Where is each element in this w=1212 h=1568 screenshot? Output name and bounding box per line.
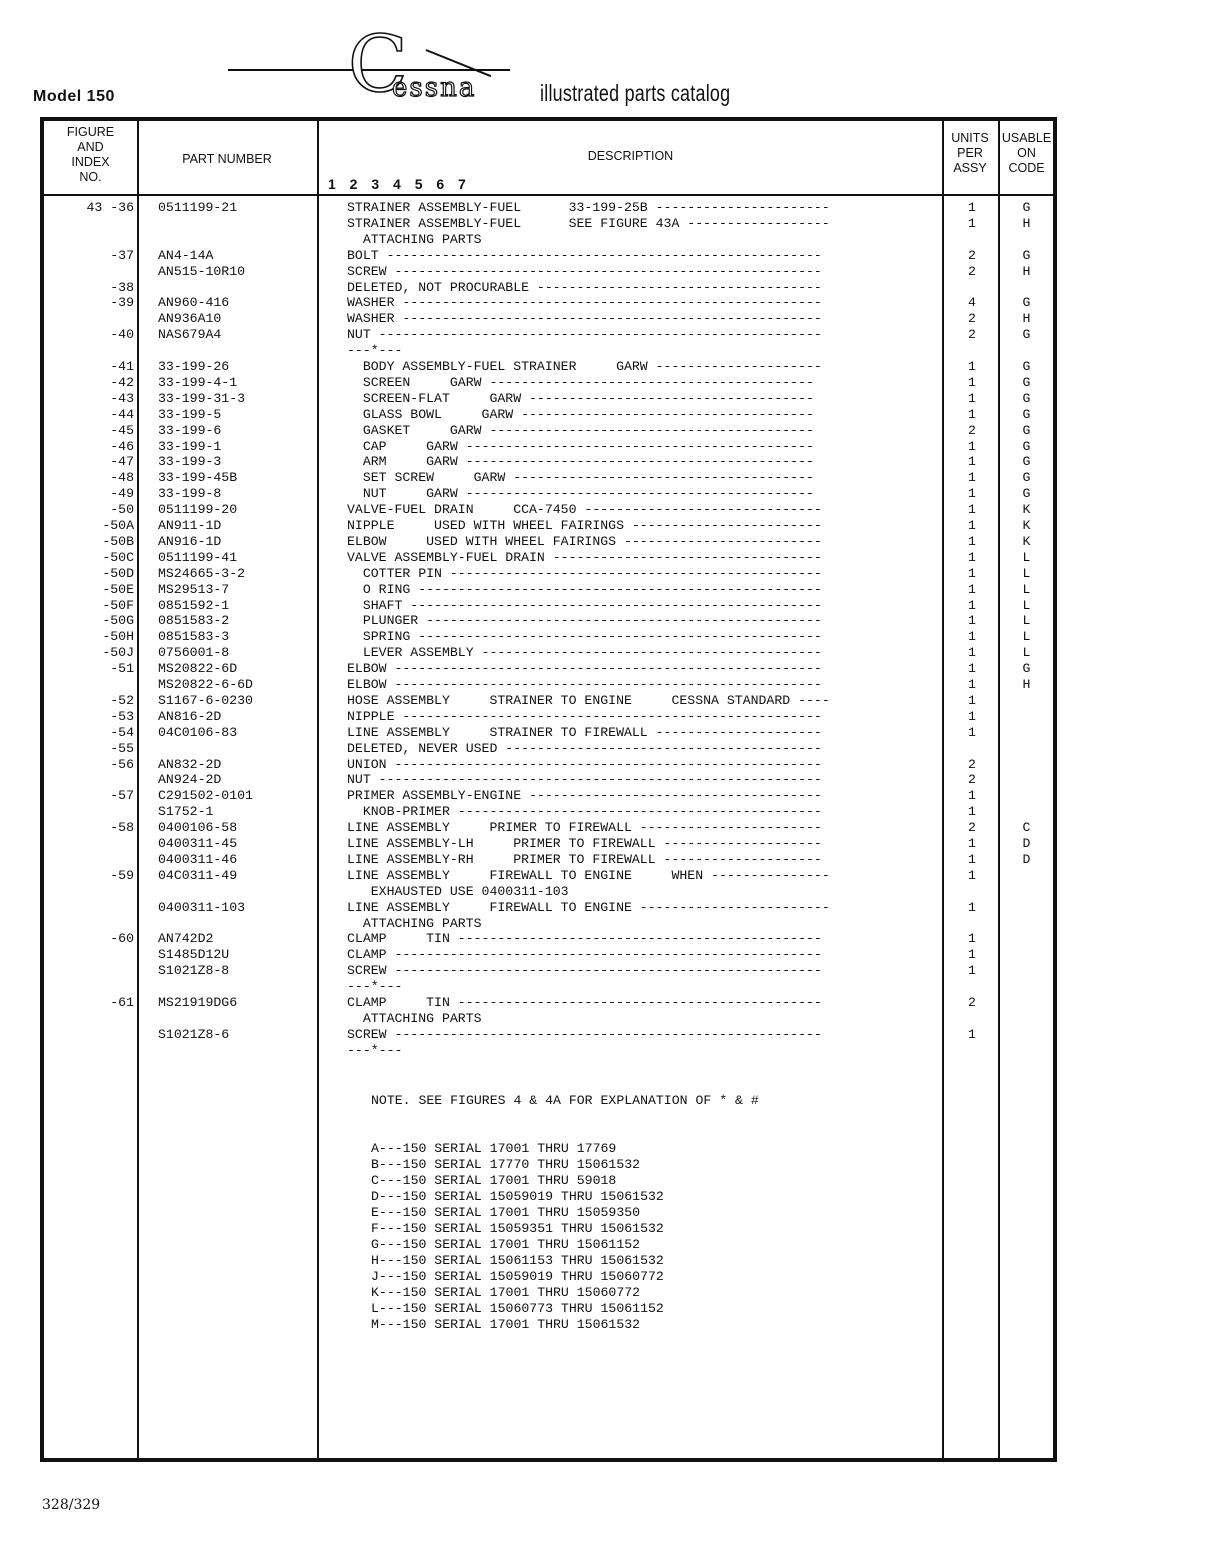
table-row — [44, 1011, 1053, 1027]
table-row — [44, 757, 1053, 773]
description-cell: UNION ------------------------------------------------------ — [347, 756, 822, 772]
units-cell: 4 — [968, 295, 976, 311]
part-number-cell: AN816-2D — [158, 708, 222, 724]
description-cell: EXHAUSTED USE 0400311-103 — [347, 883, 569, 899]
description-cell: WASHER ----------------------------------------------------- — [347, 311, 822, 327]
table-row — [44, 502, 1053, 518]
part-number-cell: 0851583-2 — [158, 613, 230, 629]
part-number-cell: 33-199-1 — [158, 438, 222, 454]
table-row — [44, 931, 1053, 947]
table-row — [44, 327, 1053, 343]
description-cell: HOSE ASSEMBLY STRAINER TO ENGINE CESSNA STANDARD ---- — [347, 692, 830, 708]
table-row — [44, 613, 1053, 629]
part-number-cell: AN4-14A — [158, 247, 214, 263]
usable-code-cell: D — [1022, 851, 1031, 867]
usable-code-cell: G — [1022, 422, 1031, 438]
table-row — [44, 375, 1053, 391]
header-figure-index: FIGURE AND INDEX NO. — [66, 125, 115, 184]
units-cell: 1 — [968, 486, 976, 502]
description-cell: SET SCREW GARW -------------------------------------- — [347, 470, 814, 486]
units-cell: 1 — [968, 931, 976, 947]
usable-code-cell: H — [1022, 263, 1031, 279]
figure-index-cell: -47 — [110, 454, 134, 470]
table-row — [44, 820, 1053, 836]
serial-code-line: D---150 SERIAL 15059019 THRU 15061532 — [371, 1189, 664, 1204]
description-cell: CAP GARW -------------------------------------------- — [347, 438, 814, 454]
table-row — [44, 963, 1053, 979]
catalog-title: illustrated parts catalog — [540, 80, 731, 106]
table-row — [44, 423, 1053, 439]
units-cell: 1 — [968, 692, 976, 708]
usable-code-cell: G — [1022, 406, 1031, 422]
part-number-cell: 0511199-41 — [158, 549, 238, 565]
part-number-cell: S1021Z8-8 — [158, 963, 230, 979]
units-cell: 1 — [968, 359, 976, 374]
figure-index-cell: -43 — [110, 390, 134, 406]
figure-index-cell: -50F — [102, 597, 134, 613]
table-row — [44, 868, 1053, 884]
units-cell: 2 — [968, 311, 976, 327]
figure-index-cell: -50J — [102, 645, 134, 661]
units-cell: 1 — [968, 613, 976, 629]
description-cell: O RING --------------------------------------------------- — [347, 581, 822, 597]
table-row — [44, 582, 1053, 598]
part-number-cell: AN832-2D — [158, 756, 222, 772]
description-cell: SPRING --------------------------------------------------- — [347, 629, 822, 645]
cessna-logo-initial: C — [348, 20, 408, 110]
units-cell: 1 — [968, 581, 976, 597]
description-cell: LINE ASSEMBLY FIREWALL TO ENGINE ------------------------ — [347, 899, 830, 915]
units-cell: 2 — [968, 820, 976, 836]
part-number-cell: AN936A10 — [158, 311, 222, 327]
figure-index-cell: -41 — [110, 359, 134, 374]
part-number-cell: 0851583-3 — [158, 629, 230, 645]
part-number-cell: MS24665-3-2 — [158, 565, 246, 581]
table-row — [44, 518, 1053, 534]
description-cell: LINE ASSEMBLY-RH PRIMER TO FIREWALL -------------------- — [347, 851, 822, 867]
usable-code-cell: K — [1022, 518, 1031, 533]
units-cell: 1 — [968, 438, 976, 454]
figure-index-cell: -53 — [110, 708, 134, 724]
part-number-cell: AN960-416 — [158, 295, 230, 311]
table-row — [44, 947, 1053, 963]
units-cell: 1 — [968, 533, 976, 549]
figure-index-cell: -49 — [110, 486, 134, 502]
figure-index-cell: -37 — [110, 247, 134, 263]
table-row — [44, 439, 1053, 455]
description-cell: SCREEN GARW ----------------------------------------- — [347, 374, 814, 390]
serial-code-line: B---150 SERIAL 17770 THRU 15061532 — [371, 1157, 641, 1172]
page-number: 328/329 — [42, 1497, 101, 1513]
units-cell: 1 — [968, 724, 976, 740]
description-cell: PLUNGER -------------------------------------------------- — [347, 613, 822, 629]
part-number-cell: 0400311-103 — [158, 899, 246, 915]
description-cell: LEVER ASSEMBLY ------------------------------------------- — [347, 645, 822, 661]
usable-code-cell: G — [1022, 200, 1031, 215]
serial-code-list — [371, 1141, 664, 1333]
table-row — [44, 566, 1053, 582]
figure-index-cell: -50 — [110, 502, 134, 518]
table-row — [44, 709, 1053, 725]
table-row — [44, 391, 1053, 407]
units-cell: 1 — [968, 1026, 976, 1042]
part-number-cell: AN742D2 — [158, 931, 214, 947]
part-number-cell: S1167-6-0230 — [158, 692, 253, 708]
table-row — [44, 788, 1053, 804]
serial-code-line: A---150 SERIAL 17001 THRU 17769 — [371, 1141, 617, 1156]
part-number-cell: 33-199-6 — [158, 422, 222, 438]
units-cell: 1 — [968, 661, 976, 677]
figure-index-cell: -45 — [110, 422, 134, 438]
description-cell: ELBOW ------------------------------------------------------ — [347, 677, 822, 692]
description-cell: ATTACHING PARTS — [347, 915, 482, 931]
usable-code-cell: G — [1022, 327, 1031, 343]
figure-index-cell: -40 — [110, 327, 134, 343]
units-cell: 1 — [968, 406, 976, 422]
description-cell: BODY ASSEMBLY-FUEL STRAINER GARW --------------------- — [347, 359, 822, 374]
table-row — [44, 804, 1053, 820]
units-cell: 2 — [968, 995, 976, 1010]
usable-code-cell: C — [1022, 820, 1031, 836]
part-number-cell: S1752-1 — [158, 804, 214, 820]
usable-code-cell: G — [1022, 454, 1031, 470]
usable-code-cell: G — [1022, 295, 1031, 311]
serial-code-line: L---150 SERIAL 15060773 THRU 15061152 — [371, 1301, 664, 1316]
units-cell: 1 — [968, 708, 976, 724]
part-number-cell: 33-199-4-1 — [158, 374, 238, 390]
description-cell: NUT -------------------------------------------------------- — [347, 327, 822, 343]
table-row — [44, 264, 1053, 280]
units-cell: 1 — [968, 629, 976, 645]
part-number-cell: C291502-0101 — [158, 788, 253, 804]
part-number-cell: MS20822-6-6D — [158, 677, 253, 692]
units-cell: 1 — [968, 677, 976, 692]
figure-index-cell: -52 — [110, 692, 134, 708]
figure-index-cell: -54 — [110, 724, 134, 740]
cessna-logo-word: essna — [392, 73, 477, 103]
part-number-cell: MS20822-6D — [158, 661, 238, 677]
header-units-per-assy: UNITS PER ASSY — [951, 131, 989, 175]
part-number-cell: 33-199-26 — [158, 359, 230, 374]
part-number-cell: 0511199-20 — [158, 502, 238, 518]
table-row — [44, 741, 1053, 757]
units-cell: 2 — [968, 756, 976, 772]
description-cell: NUT -------------------------------------------------------- — [347, 772, 822, 788]
table-row — [44, 598, 1053, 614]
description-cell: SCREW ------------------------------------------------------ — [347, 963, 822, 979]
units-cell: 1 — [968, 645, 976, 661]
usable-code-cell: H — [1022, 215, 1031, 231]
figure-index-cell: -60 — [110, 931, 134, 947]
figure-index-cell: -50E — [102, 581, 134, 597]
part-number-cell: 33-199-8 — [158, 486, 222, 502]
figure-index-cell: -57 — [110, 788, 134, 804]
serial-code-line: C---150 SERIAL 17001 THRU 59018 — [371, 1173, 617, 1188]
parts-table — [40, 117, 1057, 1462]
model-label: Model 150 — [33, 88, 115, 105]
table-row — [44, 407, 1053, 423]
table-row — [44, 280, 1053, 296]
table-row — [44, 216, 1053, 232]
units-cell: 1 — [968, 963, 976, 979]
usable-code-cell: G — [1022, 661, 1031, 677]
figure-index-cell: -50A — [102, 518, 134, 533]
description-cell: NIPPLE ----------------------------------------------------- — [347, 708, 822, 724]
description-cell: GLASS BOWL GARW ------------------------------------- — [347, 406, 814, 422]
figure-index-cell: -44 — [110, 406, 134, 422]
table-row — [44, 900, 1053, 916]
description-cell: GASKET GARW ----------------------------------------- — [347, 422, 814, 438]
table-row — [44, 852, 1053, 868]
table-row — [44, 979, 1053, 995]
table-row — [44, 884, 1053, 900]
units-cell: 1 — [968, 565, 976, 581]
description-cell: SCREW ------------------------------------------------------ — [347, 263, 822, 279]
usable-code-cell: L — [1022, 597, 1031, 613]
table-row — [44, 772, 1053, 788]
figure-index-cell: -56 — [110, 756, 134, 772]
description-cell: DELETED, NEVER USED ---------------------------------------- — [347, 740, 822, 756]
units-cell: 1 — [968, 502, 976, 518]
units-cell: 2 — [968, 263, 976, 279]
part-number-cell: 0511199-21 — [158, 200, 238, 215]
figure-index-cell: -50G — [102, 613, 134, 629]
table-row — [44, 836, 1053, 852]
serial-code-line: M---150 SERIAL 17001 THRU 15061532 — [371, 1317, 641, 1332]
description-cell: LINE ASSEMBLY PRIMER TO FIREWALL ----------------------- — [347, 820, 822, 836]
header-rule — [44, 194, 1053, 196]
table-row — [44, 454, 1053, 470]
usable-code-cell: G — [1022, 359, 1031, 374]
description-cell: NUT GARW -------------------------------------------- — [347, 486, 814, 502]
figure-index-cell: -61 — [110, 995, 134, 1010]
units-cell: 2 — [968, 247, 976, 263]
part-number-cell: 33-199-45B — [158, 470, 238, 486]
figure-index-cell: -50C — [102, 549, 134, 565]
usable-code-cell: K — [1022, 533, 1031, 549]
part-number-cell: AN515-10R10 — [158, 263, 246, 279]
part-number-cell: AN911-1D — [158, 518, 222, 533]
figure-index-cell: -46 — [110, 438, 134, 454]
header-usable-on-code: USABLE ON CODE — [1001, 131, 1052, 175]
units-cell: 1 — [968, 390, 976, 406]
usable-code-cell: L — [1022, 613, 1031, 629]
units-cell: 1 — [968, 200, 976, 215]
description-cell: VALVE-FUEL DRAIN CCA-7450 ------------------------------ — [347, 502, 822, 518]
usable-code-cell: G — [1022, 438, 1031, 454]
table-row — [44, 629, 1053, 645]
units-cell: 1 — [968, 788, 976, 804]
description-cell: ---*--- — [347, 979, 403, 995]
table-row — [44, 550, 1053, 566]
indent-level-digits: 1 2 3 4 5 6 7 — [328, 176, 471, 192]
description-cell: ELBOW ------------------------------------------------------ — [347, 661, 822, 677]
units-cell: 1 — [968, 867, 976, 883]
units-cell: 1 — [968, 374, 976, 390]
serial-code-line: E---150 SERIAL 17001 THRU 15059350 — [371, 1205, 641, 1220]
description-cell: ATTACHING PARTS — [347, 231, 482, 247]
table-row — [44, 995, 1053, 1011]
description-cell: LINE ASSEMBLY STRAINER TO FIREWALL --------------------- — [347, 724, 822, 740]
figure-index-cell: -51 — [110, 661, 134, 677]
part-number-cell: 04C0106-83 — [158, 724, 238, 740]
table-row — [44, 693, 1053, 709]
description-cell: LINE ASSEMBLY-LH PRIMER TO FIREWALL -------------------- — [347, 836, 822, 851]
part-number-cell: NAS679A4 — [158, 327, 222, 343]
figure-index-cell: -39 — [110, 295, 134, 311]
table-row — [44, 311, 1053, 327]
figure-index-cell: -50D — [102, 565, 134, 581]
table-row — [44, 359, 1053, 375]
part-number-cell: MS29513-7 — [158, 581, 230, 597]
note-text: NOTE. SEE FIGURES 4 & 4A FOR EXPLANATION OF * & # — [371, 1093, 759, 1108]
usable-code-cell: K — [1022, 502, 1031, 518]
description-cell: ---*--- — [347, 1042, 403, 1058]
figure-index-cell: -50H — [102, 629, 134, 645]
usable-code-cell: G — [1022, 374, 1031, 390]
part-number-cell: S1021Z8-6 — [158, 1026, 230, 1042]
figure-index-cell: -38 — [110, 279, 134, 295]
units-cell: 2 — [968, 772, 976, 788]
units-cell: 1 — [968, 851, 976, 867]
usable-code-cell: D — [1022, 836, 1031, 851]
table-row — [44, 1027, 1053, 1043]
part-number-cell: 0756001-8 — [158, 645, 230, 661]
part-number-cell: S1485D12U — [158, 947, 230, 963]
usable-code-cell: L — [1022, 629, 1031, 645]
description-cell: BOLT ------------------------------------------------------- — [347, 247, 822, 263]
description-cell: ATTACHING PARTS — [347, 1010, 482, 1026]
units-cell: 2 — [968, 327, 976, 343]
description-cell: COTTER PIN ----------------------------------------------- — [347, 565, 822, 581]
description-cell: CLAMP ------------------------------------------------------ — [347, 947, 822, 963]
description-cell: KNOB-PRIMER ---------------------------------------------- — [347, 804, 822, 820]
table-row — [44, 916, 1053, 932]
table-row — [44, 343, 1053, 359]
header-part-number: PART NUMBER — [182, 152, 272, 166]
units-cell: 1 — [968, 470, 976, 486]
serial-code-line: G---150 SERIAL 17001 THRU 15061152 — [371, 1237, 641, 1252]
part-number-cell: AN916-1D — [158, 533, 222, 549]
description-cell: SCREEN-FLAT GARW ------------------------------------ — [347, 390, 814, 406]
description-cell: LINE ASSEMBLY FIREWALL TO ENGINE WHEN --------------- — [347, 867, 830, 883]
table-row — [44, 645, 1053, 661]
units-cell: 1 — [968, 454, 976, 470]
part-number-cell: 0400311-46 — [158, 851, 238, 867]
figure-index-cell: -42 — [110, 374, 134, 390]
figure-index-cell: -48 — [110, 470, 134, 486]
description-cell: ARM GARW -------------------------------------------- — [347, 454, 814, 470]
header-description: DESCRIPTION — [587, 149, 674, 163]
description-cell: WASHER ----------------------------------------------------- — [347, 295, 822, 311]
units-cell: 1 — [968, 549, 976, 565]
figure-index-cell: -55 — [110, 740, 134, 756]
units-cell: 1 — [968, 836, 976, 851]
units-cell: 2 — [968, 422, 976, 438]
units-cell: 1 — [968, 947, 976, 963]
table-row — [44, 725, 1053, 741]
usable-code-cell: L — [1022, 645, 1031, 661]
table-row — [44, 486, 1053, 502]
table-row — [44, 470, 1053, 486]
usable-code-cell: H — [1022, 677, 1031, 692]
serial-code-line: K---150 SERIAL 17001 THRU 15060772 — [371, 1285, 641, 1300]
description-cell: CLAMP TIN ---------------------------------------------- — [347, 995, 822, 1010]
description-cell: PRIMER ASSEMBLY-ENGINE ------------------------------------- — [347, 788, 822, 804]
table-row — [44, 677, 1053, 693]
table-row — [44, 534, 1053, 550]
usable-code-cell: G — [1022, 486, 1031, 502]
units-cell: 1 — [968, 899, 976, 915]
usable-code-cell: G — [1022, 390, 1031, 406]
units-cell: 1 — [968, 597, 976, 613]
part-number-cell: MS21919DG6 — [158, 995, 238, 1010]
part-number-cell: 33-199-3 — [158, 454, 222, 470]
part-number-cell: 04C0311-49 — [158, 867, 238, 883]
description-cell: STRAINER ASSEMBLY-FUEL SEE FIGURE 43A ------------------ — [347, 215, 830, 231]
table-row — [44, 200, 1053, 216]
part-number-cell: 0400311-45 — [158, 836, 238, 851]
usable-code-cell: G — [1022, 247, 1031, 263]
usable-code-cell: H — [1022, 311, 1031, 327]
table-row — [44, 232, 1053, 248]
serial-code-line: F---150 SERIAL 15059351 THRU 15061532 — [371, 1221, 664, 1236]
figure-index-cell: -58 — [110, 820, 134, 836]
figure-index-cell: -59 — [110, 867, 134, 883]
table-row — [44, 1043, 1053, 1059]
usable-code-cell: L — [1022, 549, 1031, 565]
description-cell: STRAINER ASSEMBLY-FUEL 33-199-25B ---------------------- — [347, 200, 830, 215]
units-cell: 1 — [968, 804, 976, 820]
part-number-cell: 33-199-5 — [158, 406, 222, 422]
serial-code-line: H---150 SERIAL 15061153 THRU 15061532 — [371, 1253, 664, 1268]
description-cell: SHAFT ---------------------------------------------------- — [347, 597, 822, 613]
usable-code-cell: G — [1022, 470, 1031, 486]
description-cell: SCREW ------------------------------------------------------ — [347, 1026, 822, 1042]
usable-code-cell: L — [1022, 565, 1031, 581]
description-cell: ELBOW USED WITH WHEEL FAIRINGS ------------------------- — [347, 533, 822, 549]
table-row — [44, 661, 1053, 677]
table-row — [44, 295, 1053, 311]
description-cell: VALVE ASSEMBLY-FUEL DRAIN ---------------------------------- — [347, 549, 822, 565]
usable-code-cell: L — [1022, 581, 1031, 597]
description-cell: CLAMP TIN ---------------------------------------------- — [347, 931, 822, 947]
description-cell: ---*--- — [347, 343, 403, 359]
figure-index-cell: 43 -36 — [86, 200, 134, 215]
part-number-cell: 33-199-31-3 — [158, 390, 246, 406]
description-cell: DELETED, NOT PROCURABLE ------------------------------------ — [347, 279, 822, 295]
figure-index-cell: -50B — [102, 533, 134, 549]
units-cell: 1 — [968, 215, 976, 231]
description-cell: NIPPLE USED WITH WHEEL FAIRINGS ------------------------ — [347, 518, 822, 533]
serial-code-line: J---150 SERIAL 15059019 THRU 15060772 — [371, 1269, 664, 1284]
table-row — [44, 248, 1053, 264]
part-number-cell: AN924-2D — [158, 772, 222, 788]
units-cell: 1 — [968, 518, 976, 533]
part-number-cell: 0400106-58 — [158, 820, 238, 836]
part-number-cell: 0851592-1 — [158, 597, 230, 613]
